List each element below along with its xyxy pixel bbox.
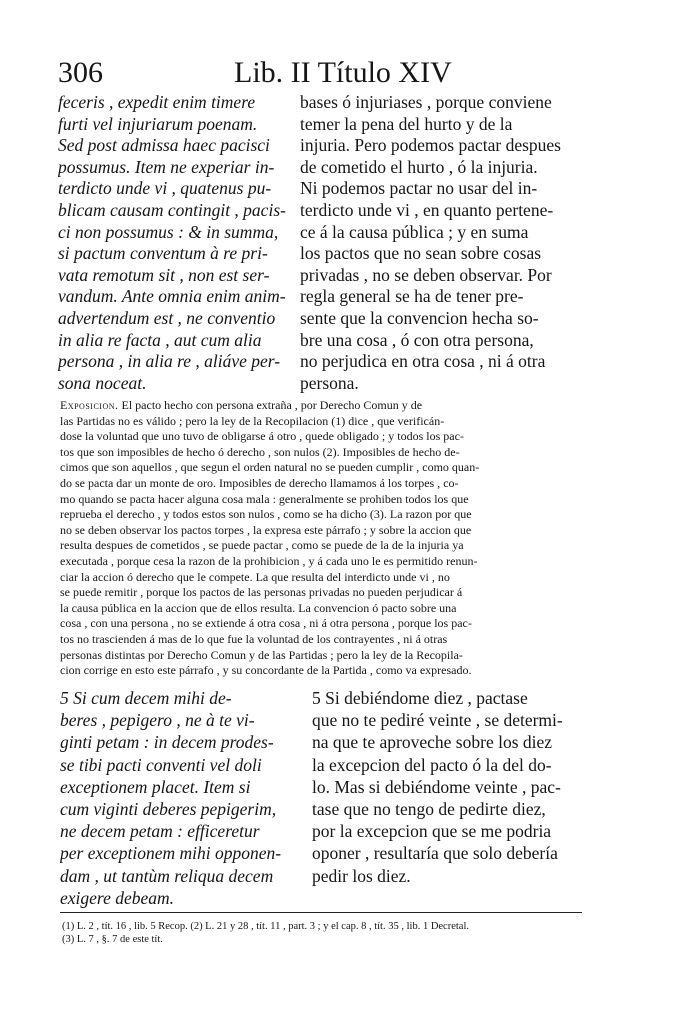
footnote-divider xyxy=(60,912,582,913)
latin-line: se tibi pacti conventi vel doli xyxy=(60,754,262,775)
exposicion-line: do se pacta dar un monte de oro. Imposibles de derecho llamamos á los torpes , co- xyxy=(60,475,459,490)
exposicion-commentary xyxy=(60,398,600,679)
exposicion-line: resulta despues de cometidos , se puede pactar , como se puede de la de la injuria ya xyxy=(60,538,464,553)
exposicion-line: reprueba el derecho , y todos estos son nulos , como se ha dicho (3). La razon por que xyxy=(60,507,472,522)
running-title: Lib. II Título XIV xyxy=(234,56,452,89)
latin-line: cum viginti deberes pepigerim, xyxy=(60,799,277,820)
exposicion-label: Exposicion. xyxy=(60,398,119,412)
footnote-line: (1) L. 2 , tít. 16 , lib. 5 Recop. (2) L. 21 y 28 , tít. 11 , part. 3 ; y el cap. 8 , tít. 35 , lib. 1 Decretal. xyxy=(62,921,469,932)
latin-line: feceris , expedit enim timere xyxy=(58,92,256,112)
page-header xyxy=(58,52,610,96)
spanish-line: privadas , no se deben observar. Por xyxy=(300,264,552,285)
exposicion-text: El pacto hecho con persona extraña , por Derecho Comun y de xyxy=(118,398,423,412)
latin-line: in alia re facta , aut cum alia xyxy=(58,329,262,350)
spanish-line: injuria. Pero podemos pactar despues xyxy=(300,135,561,156)
latin-line: terdicto unde vi , quatenus pu- xyxy=(58,178,272,199)
latin-line: beres , pepigero , ne à te vi- xyxy=(60,710,255,731)
spanish-line: na que te aproveche sobre los diez xyxy=(312,732,553,753)
spanish-line: sente que la convencion hecha so- xyxy=(300,307,539,328)
spanish-line: de cometido el hurto , ó la injuria. xyxy=(300,156,538,177)
exposicion-line: no se deben observar los pactos torpes , la expresa este párrafo ; y sobre la accion que xyxy=(60,522,472,537)
latin-line: exigere debeam. xyxy=(60,887,175,908)
exposicion-line: cosa , con una persona , no se extiende á otra cosa , ni á otra persona , porque los pac- xyxy=(60,616,472,631)
latin-line: possumus. Item ne experiar in- xyxy=(58,156,275,177)
latin-line: Sed post admissa haec pacisci xyxy=(58,135,270,156)
exposicion-line: executada , porque cesa la razon de la prohibicion , y á cada uno le es permitido renun- xyxy=(60,553,478,568)
spanish-line: persona. xyxy=(300,372,359,393)
latin-line: 5 Si cum decem mihi de- xyxy=(60,688,232,708)
latin-line: per exceptionem mihi opponen- xyxy=(60,843,282,864)
latin-line: ginti petam : in decem prodes- xyxy=(60,732,274,753)
spanish-line: Ni podemos pactar no usar del in- xyxy=(300,178,538,199)
spanish-line: terdicto unde vi , en quanto pertene- xyxy=(300,199,554,220)
spanish-line: lo. Mas si debiéndome veinte , pac- xyxy=(312,776,561,797)
spanish-line: temer la pena del hurto y de la xyxy=(300,113,513,134)
latin-line: si pactum conventum à re pri- xyxy=(58,243,268,264)
latin-line: vata remotum sit , non est ser- xyxy=(58,264,270,285)
spanish-line: por la excepcion que se me podria xyxy=(312,821,552,842)
exposicion-line: se puede remitir , porque los pactos de las personas privadas no pueden perjudicar á xyxy=(60,585,463,600)
exposicion-line: mo quando se pacta hacer alguna cosa mala : generalmente se prohiben todos los que xyxy=(60,491,469,506)
latin-line: ci non possumus : & in summa, xyxy=(58,221,279,242)
spanish-line: 5 Si debiéndome diez , pactase xyxy=(312,688,528,708)
exposicion-line: tos no trascienden á mas de lo que fue la voluntad de los contrayentes , ni á otras xyxy=(60,631,448,646)
latin-text-column xyxy=(58,92,288,394)
spanish-line: pedir los diez. xyxy=(312,865,411,886)
exposicion-line: ciar la accion ó derecho que le compete. La que resulta del interdicto unde vi , no xyxy=(60,569,450,584)
spanish-line: bre una cosa , ó con otra persona, xyxy=(300,329,534,350)
exposicion-line: personas distintas por Derecho Comun y de las Partidas ; pero la ley de la Recopila- xyxy=(60,647,463,662)
spanish-line: regla general se ha de tener pre- xyxy=(300,286,524,307)
exposicion-line xyxy=(60,398,600,414)
exposicion-line: cimos que son aquellos , que segun el orden natural no se pueden cumplir , como quan- xyxy=(60,460,480,475)
exposicion-line: dose la voluntad que uno tuvo de obligarse á otro , quede obligado ; y todos los pac- xyxy=(60,429,464,444)
latin-line: blicam causam contingit , pacis- xyxy=(58,199,286,220)
footnote-line: (3) L. 7 , §. 7 de este tít. xyxy=(62,934,163,945)
latin-line: sona noceat. xyxy=(58,372,147,393)
spanish-line: bases ó injuriases , porque conviene xyxy=(300,92,552,112)
latin-line: advertendum est , ne conventio xyxy=(58,307,276,328)
spanish-line: la excepcion del pacto ó la del do- xyxy=(312,754,552,775)
exposicion-line: las Partidas no es válido ; pero la ley de la Recopilacion (1) dice , que verificán- xyxy=(60,413,445,428)
exposicion-line: cion corrige en esto este párrafo , y su concordante de la Partida , como va expresado. xyxy=(60,663,472,678)
spanish-line: ce á la causa pública ; y en suma xyxy=(300,221,529,242)
latin-line: vandum. Ante omnia enim anim- xyxy=(58,286,286,307)
exposicion-line: tos que son imposibles de hecho ó derecho , son nulos (2). Imposibles de hecho de- xyxy=(60,444,460,459)
spanish-line: que no te pediré veinte , se determi- xyxy=(312,710,563,731)
latin-line: furti vel injuriarum poenam. xyxy=(58,113,258,134)
latin-line: ne decem petam : efficeretur xyxy=(60,821,260,842)
footnotes xyxy=(62,920,586,946)
spanish-line: tase que no tengo de pedirte diez, xyxy=(312,799,546,820)
spanish-line: los pactos que no sean sobre cosas xyxy=(300,243,542,264)
latin-line: exceptionem placet. Item si xyxy=(60,776,251,797)
spanish-line: oponer , resultaría que solo debería xyxy=(312,843,558,864)
exposicion-line: la causa pública en la accion que de ellos resulta. La convencion ó pacto sobre una xyxy=(60,600,457,615)
latin-paragraph-5 xyxy=(60,687,292,909)
page-number: 306 xyxy=(58,56,103,89)
spanish-paragraph-5 xyxy=(312,687,596,887)
spanish-text-column xyxy=(300,92,586,394)
latin-line: persona , in alia re , aliáve per- xyxy=(58,351,281,372)
latin-line: dam , ut tantùm reliqua decem xyxy=(60,865,274,886)
spanish-line: no perjudica en otra cosa , ni á otra xyxy=(300,351,546,372)
